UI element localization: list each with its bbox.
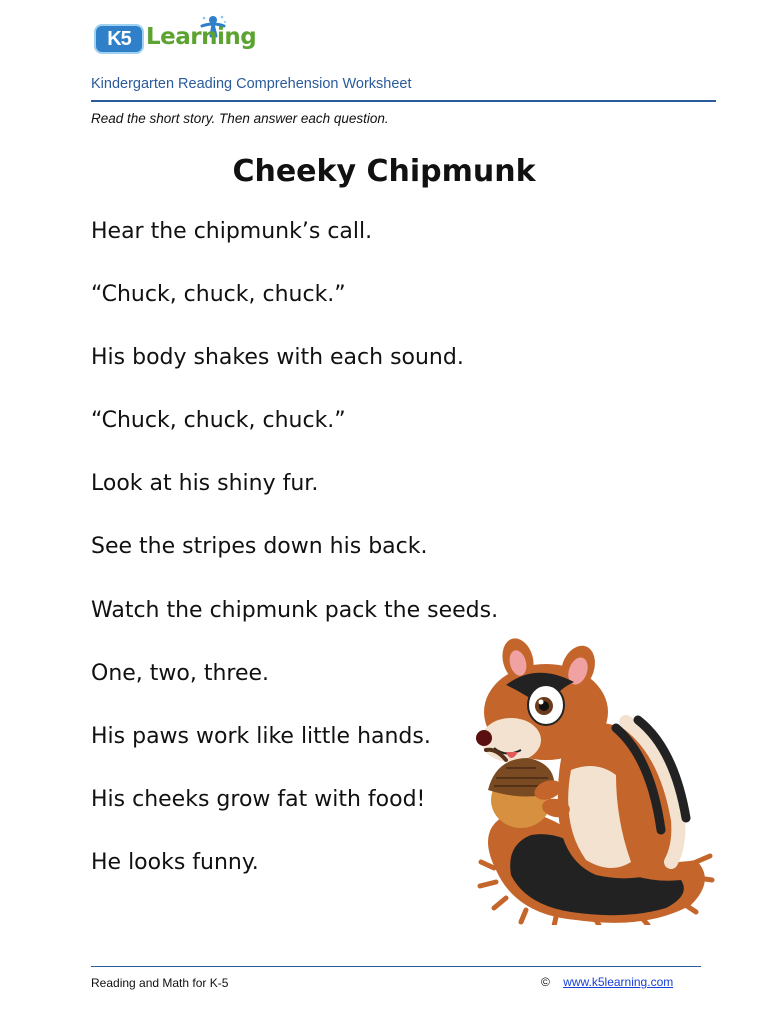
copyright-symbol: © bbox=[541, 975, 550, 989]
worksheet-type-label: Kindergarten Reading Comprehension Worksheet bbox=[91, 76, 412, 92]
k5-learning-logo bbox=[94, 14, 264, 60]
footer-tagline: Reading and Math for K-5 bbox=[91, 976, 229, 990]
story-line: One, two, three. bbox=[91, 660, 270, 686]
story-line: His body shakes with each sound. bbox=[91, 345, 464, 371]
story-lines bbox=[91, 212, 498, 906]
instructions-text: Read the short story. Then answer each question. bbox=[91, 111, 389, 126]
story-line: He looks funny. bbox=[91, 849, 259, 875]
footer-copyright bbox=[541, 975, 673, 989]
story-line: His paws work like little hands. bbox=[91, 723, 431, 749]
chipmunk-illustration bbox=[466, 630, 716, 925]
website-link[interactable]: www.k5learning.com bbox=[563, 975, 674, 989]
story-title: Cheeky Chipmunk bbox=[232, 154, 536, 189]
logo-badge: K5 bbox=[94, 24, 144, 54]
story-line: Hear the chipmunk’s call. bbox=[91, 219, 373, 244]
story-line: “Chuck, chuck, chuck.” bbox=[91, 282, 346, 308]
footer-divider bbox=[91, 966, 701, 967]
story-line: See the stripes down his back. bbox=[91, 534, 428, 560]
story-line: His cheeks grow fat with food! bbox=[91, 786, 426, 812]
story-line: Watch the chipmunk pack the seeds. bbox=[91, 597, 499, 623]
header-divider bbox=[91, 100, 716, 102]
logo-wordmark: Learning bbox=[146, 24, 257, 50]
story-line: “Chuck, chuck, chuck.” bbox=[91, 408, 346, 434]
story-line: Look at his shiny fur. bbox=[91, 471, 319, 497]
